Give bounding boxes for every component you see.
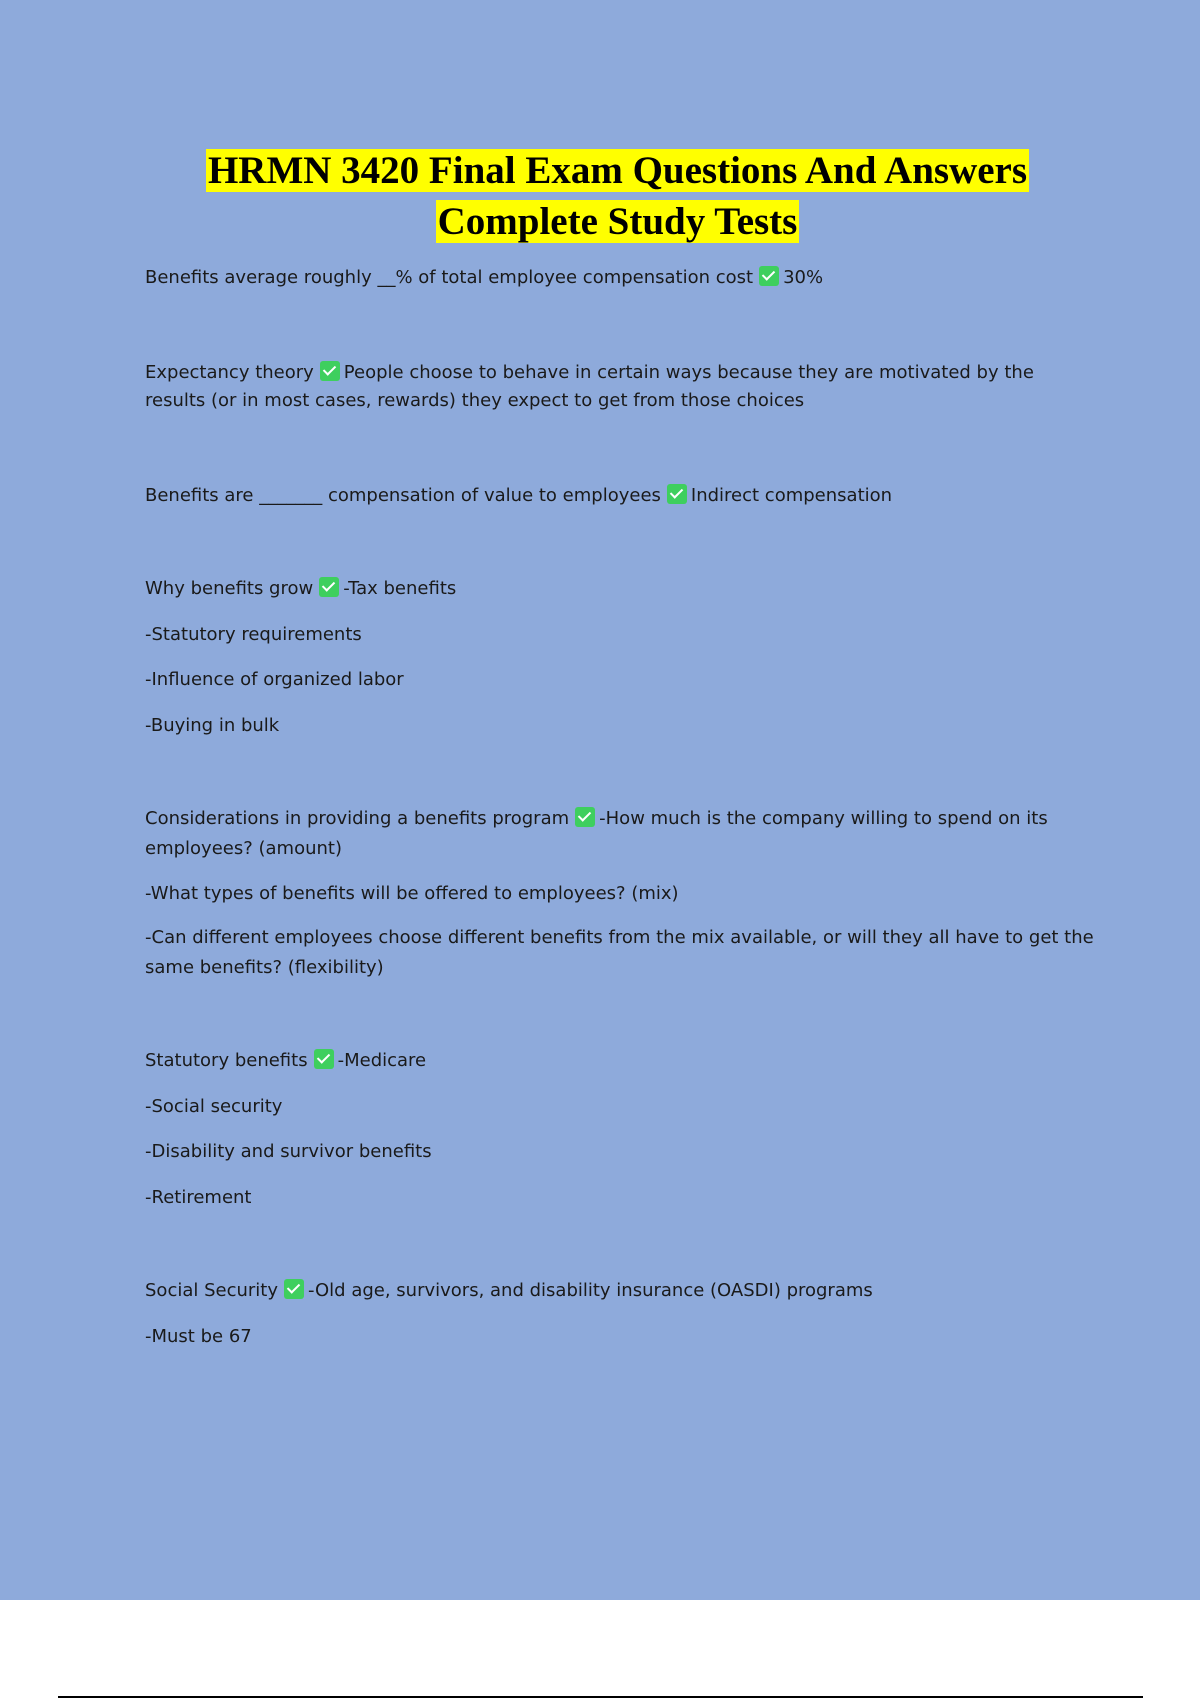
document-title [0, 145, 1200, 247]
checkmark-icon [314, 1049, 334, 1069]
qa-item-statutory-benefits [145, 1049, 426, 1073]
answer-text: -Tax benefits [343, 578, 457, 599]
question-text: Benefits are _______ compensation of value to employees [145, 485, 661, 506]
answer-text: -How much is the company willing to spend on its [599, 808, 1048, 829]
question-text: Expectancy theory [145, 362, 314, 383]
answer-continuation: same benefits? (flexibility) [145, 957, 384, 978]
question-text: Social Security [145, 1280, 279, 1301]
qa-item-why-benefits-grow [145, 577, 456, 601]
answer-text: -Old age, survivors, and disability insurance (OASDI) programs [308, 1280, 873, 1301]
checkmark-icon [320, 361, 340, 381]
answer-list-item: -Influence of organized labor [145, 669, 404, 690]
question-text: Why benefits grow [145, 578, 314, 599]
answer-continuation: employees? (amount) [145, 838, 342, 859]
checkmark-icon [575, 807, 595, 827]
answer-list-item: -Must be 67 [145, 1326, 252, 1347]
title-line-1: HRMN 3420 Final Exam Questions And Answers [207, 149, 1028, 192]
checkmark-icon [759, 266, 779, 286]
checkmark-icon [284, 1279, 304, 1299]
answer-continuation: results (or in most cases, rewards) they expect to get from those choices [145, 390, 805, 411]
answer-list-item: -Disability and survivor benefits [145, 1141, 432, 1162]
qa-item-indirect-compensation [145, 484, 892, 508]
answer-list-item: -Statutory requirements [145, 624, 362, 645]
footer-divider [58, 1696, 1143, 1698]
qa-item-benefits-program-considerations [145, 807, 1048, 831]
question-text: Benefits average roughly __% of total employee compensation cost [145, 267, 754, 288]
answer-text: Indirect compensation [690, 485, 893, 506]
answer-text: People choose to behave in certain ways because they are motivated by the [343, 362, 1034, 383]
question-text: Considerations in providing a benefits program [145, 808, 570, 829]
checkmark-icon [319, 577, 339, 597]
qa-item-social-security [145, 1279, 873, 1303]
answer-list-item: -Retirement [145, 1187, 252, 1208]
answer-text: 30% [783, 267, 824, 288]
title-line-2: Complete Study Tests [437, 200, 798, 243]
answer-list-item: -Social security [145, 1096, 283, 1117]
answer-list-item: -Can different employees choose different benefits from the mix available, or will they all have to get the [145, 927, 1094, 948]
checkmark-icon [667, 484, 687, 504]
answer-list-item: -What types of benefits will be offered to employees? (mix) [145, 883, 679, 904]
answer-text: -Medicare [337, 1050, 427, 1071]
qa-item-expectancy-theory [145, 361, 1034, 385]
question-text: Statutory benefits [145, 1050, 308, 1071]
qa-item-benefits-percentage [145, 266, 823, 290]
answer-list-item: -Buying in bulk [145, 715, 280, 736]
